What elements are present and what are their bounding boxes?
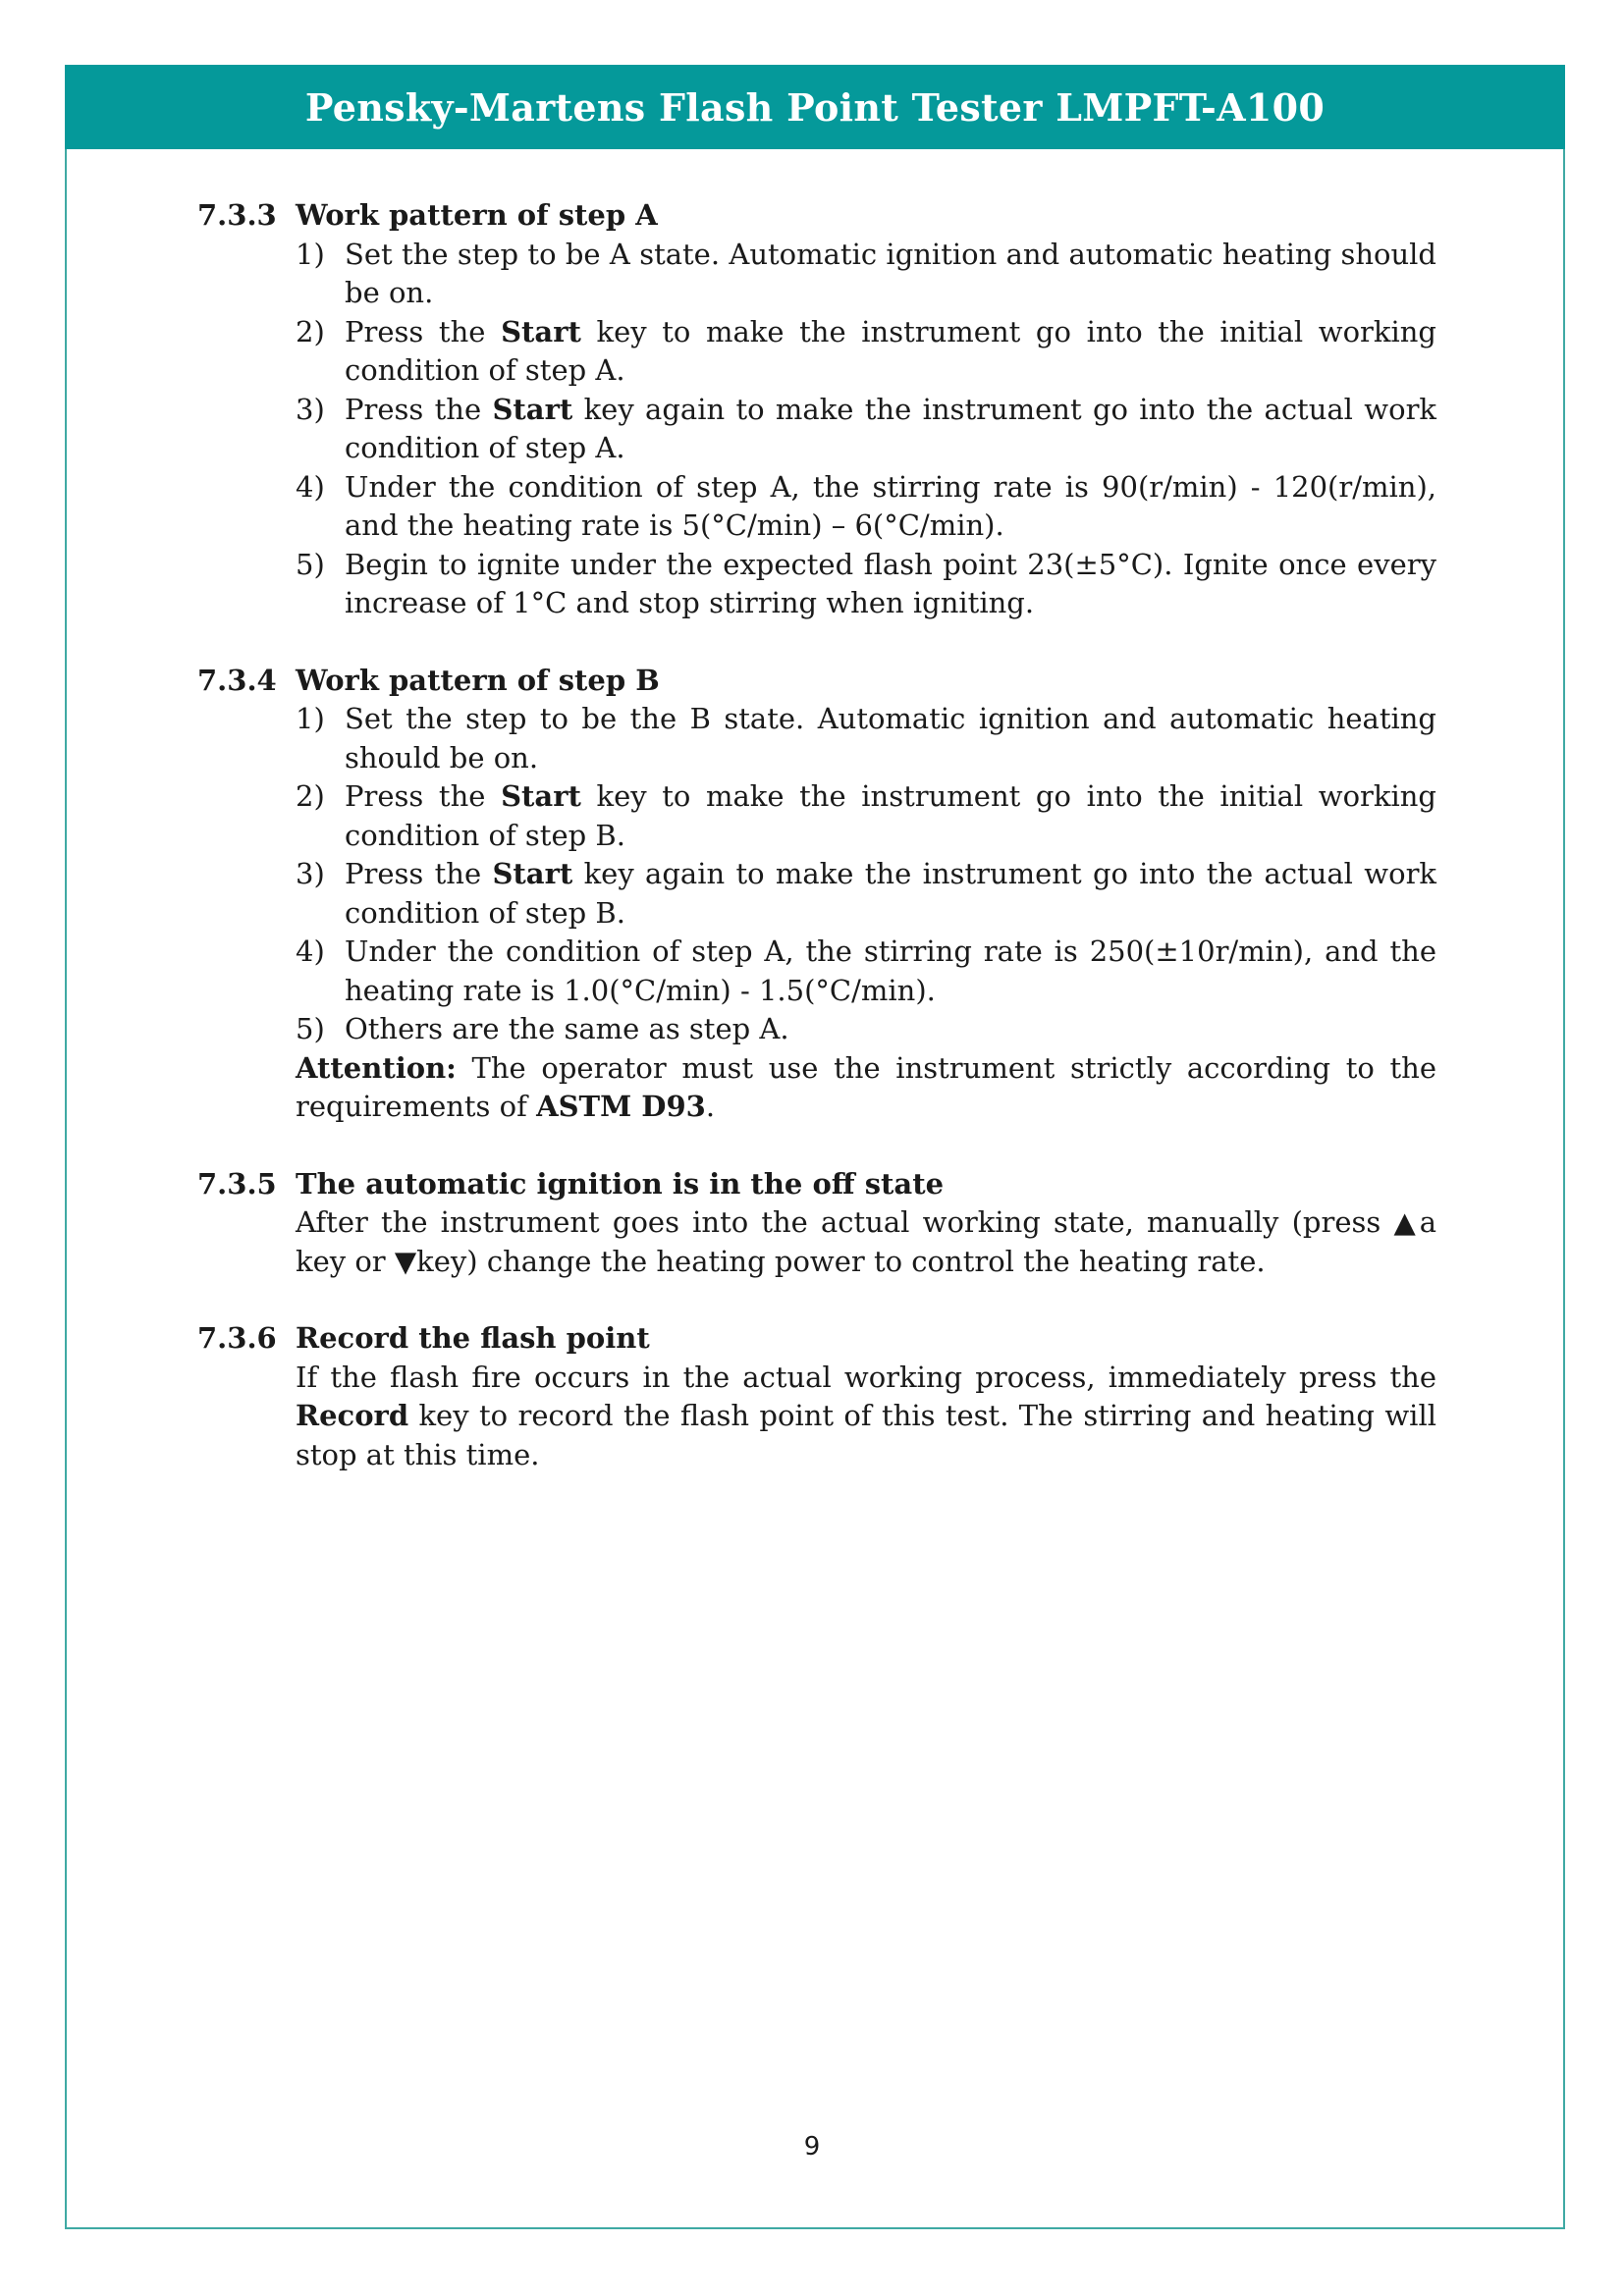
list-item — [296, 700, 1436, 777]
section-7-3-4 — [197, 662, 1436, 1127]
section-heading — [197, 1165, 1436, 1204]
step-number: 4) — [296, 934, 325, 968]
list-item — [296, 546, 1436, 623]
section-paragraph: After the instrument goes into the actual working state, manually (press ▲a key or ▼key) change the heating power to control the heating rate. — [296, 1205, 1436, 1278]
key-name: Start — [501, 314, 581, 348]
standard-reference: ASTM D93 — [536, 1090, 706, 1123]
step-text: Press the Start key again to make the instrument go into the actual work condition of step B. — [345, 857, 1437, 930]
step-text: Set the step to be the B state. Automatic ignition and automatic heating should be on. — [345, 702, 1436, 774]
step-number: 5) — [296, 1012, 325, 1045]
key-name: Start — [501, 779, 581, 813]
list-item — [296, 855, 1436, 933]
list-item — [296, 236, 1436, 313]
document-title: Pensky-Martens Flash Point Tester LMPFT-A100 — [304, 84, 1326, 130]
step-text: Set the step to be A state. Automatic ignition and automatic heating should be on. — [345, 237, 1436, 309]
step-text: Press the Start key to make the instrument go into the initial working condition of step A. — [345, 314, 1436, 387]
section-number: 7.3.4 — [197, 663, 277, 697]
header-banner — [65, 65, 1565, 149]
section-title: Work pattern of step B — [296, 663, 660, 697]
step-list — [296, 236, 1436, 623]
step-text: Under the condition of step A, the stirring rate is 90(r/min) - 120(r/min), and the heating rate is 5(°C/min) – 6(°C/min). — [345, 469, 1436, 542]
key-name: Record — [296, 1399, 409, 1432]
step-number: 3) — [296, 857, 325, 890]
step-number: 1) — [296, 237, 325, 271]
step-number: 5) — [296, 547, 325, 581]
list-item — [296, 933, 1436, 1010]
step-number: 4) — [296, 469, 325, 504]
section-number: 7.3.3 — [197, 198, 277, 232]
section-7-3-6 — [197, 1319, 1436, 1474]
step-number: 1) — [296, 702, 325, 735]
step-list — [296, 700, 1436, 1049]
attention-note: Attention: The operator must use the instrument strictly according to the requirements of ASTM D93. — [296, 1050, 1436, 1123]
section-title: Record the flash point — [296, 1321, 650, 1355]
step-text: Press the Start key again to make the instrument go into the actual work condition of step A. — [345, 392, 1437, 464]
section-heading — [197, 1319, 1436, 1359]
attention-label: Attention: — [296, 1050, 457, 1085]
section-title: The automatic ignition is in the off state — [296, 1166, 945, 1201]
step-text: Press the Start key to make the instrument go into the initial working condition of step B. — [345, 779, 1436, 852]
step-text: Under the condition of step A, the stirring rate is 250(±10r/min), and the heating rate is 1.0(°C/min) - 1.5(°C/min). — [345, 934, 1436, 1007]
section-title: Work pattern of step A — [296, 198, 658, 232]
step-text: Others are the same as step A. — [345, 1012, 789, 1045]
step-number: 2) — [296, 779, 325, 813]
page-content — [197, 196, 1436, 1513]
step-number: 2) — [296, 314, 325, 348]
list-item — [296, 777, 1436, 855]
section-number: 7.3.6 — [197, 1321, 277, 1355]
step-text: Begin to ignite under the expected flash point 23(±5°C). Ignite once every increase of 1°C and stop stirring when igniting. — [345, 547, 1436, 619]
section-7-3-3 — [197, 196, 1436, 623]
list-item — [296, 468, 1436, 546]
key-name: Start — [492, 392, 573, 426]
section-7-3-5 — [197, 1165, 1436, 1282]
section-number: 7.3.5 — [197, 1166, 277, 1201]
key-name: Start — [492, 857, 573, 890]
section-heading — [197, 196, 1436, 236]
list-item — [296, 391, 1436, 468]
list-item — [296, 313, 1436, 391]
section-heading — [197, 662, 1436, 701]
page-number: 9 — [803, 2132, 821, 2162]
section-paragraph: If the flash fire occurs in the actual working process, immediately press the Record key to record the flash point of this test. The stirring and heating will stop at this time. — [296, 1360, 1436, 1471]
list-item — [296, 1010, 1436, 1049]
step-number: 3) — [296, 392, 325, 426]
